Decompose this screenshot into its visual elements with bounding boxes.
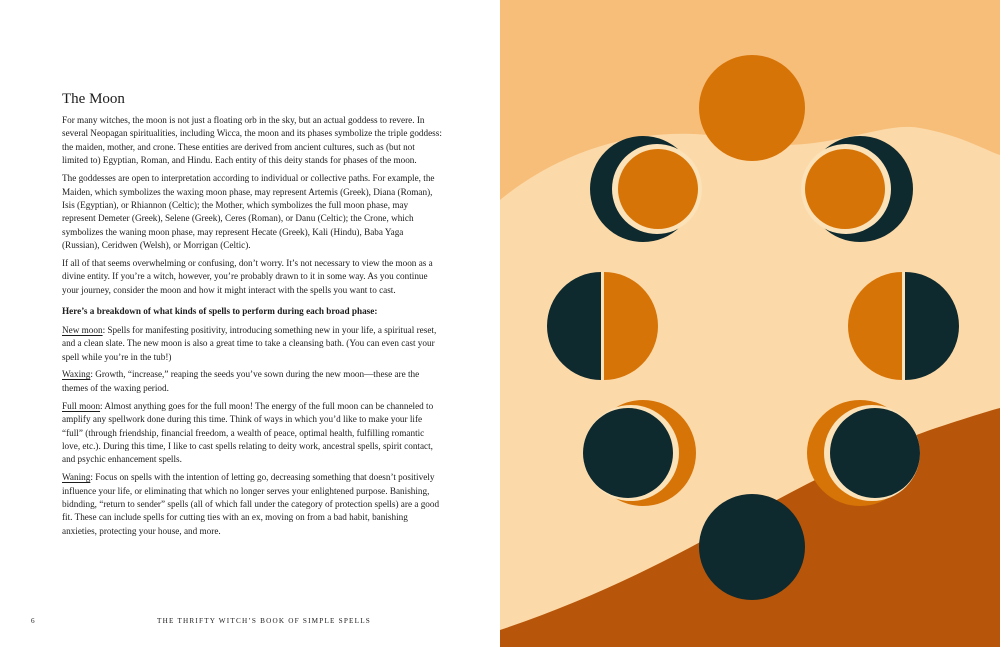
reassurance-paragraph: If all of that seems overwhelming or confusing, don’t worry. It’s not necessary to view the moon as a divine entity. If you’re a witch, however, you’re probably drawn to it in some way. As you continue your journey, consider the moon and how it might interact with the spells you want to cast. [62,258,433,295]
waning-entry [62,471,442,538]
intro-paragraph: For many witches, the moon is not just a floating orb in the sky, but an actual goddess to revere. In several Neopagan spiritualities, including Wicca, the moon and its phases symbolize the triple goddess: the maiden, mother, and crone. These entities are derived from ancient cultures, such as (but not limited to) Egyptian, Roman, and Hindu. Each entity of this deity stands for phases of the moon. [62,115,442,166]
moon-phases-svg [500,0,1000,647]
full-moon-term: Full moon [62,400,101,411]
new-moon-term: New moon [62,324,103,335]
waxing-text: : Growth, “increase,” reaping the seeds you’ve sown during the new moon—these are the themes of the waxing period. [62,369,420,393]
waning-term: Waning [62,472,91,483]
goddesses-paragraph: The goddesses are open to interpretation according to individual or collective paths. For example, the Maiden, which symbolizes the waxing moon phase, may represent Artemis (Greek), Diana (Roman), Isis (Egyptian), or Rhiannon (Celtic); the Mother, which symbolizes the full moon phase, may represent Demeter (Greek), Selene (Greek), Ceres (Roman), or Danu (Celtic); the Crone, which symbolizes the waning moon phase, may represent Hecate (Greek), Kali (Hindu), Baba Yaga (Russian), Ceridwen (Welsh), or Morrigan (Celtic). [62,173,435,251]
waxing-term: Waxing [62,369,91,380]
waning-text: : Focus on spells with the intention of letting go, decreasing something that doesn’t positively influence your life, or eliminating that which no longer serves your enlightened purpose. Banishing, bidnding, “return to sender” spells (all of which fall under the category of protection spells) are a good fit. These can include spells for cutting ties with an ex, moving on from a bad habit, banishing anxieties, protecting your house, and more. [62,472,440,536]
new-moon-icon [699,494,805,600]
page-title: The Moon [62,91,125,107]
text-block [62,90,442,543]
moon-phases-illustration [500,0,1000,647]
new-moon-entry [62,324,442,364]
full-moon-text: : Almost anything goes for the full moon! The energy of the full moon can be channeled to amplify any spellwork done during this time. Think of ways in which you’d like to make your life “full” (through friendship, financial freedom, a wealth of peace, optimal health, fulfilling romantic love, etc.). During this time, I like to cast spells relating to deity work, ancestral spells, spirit contact, and psychic enhancement spells. [62,400,434,465]
page-number: 6 [31,617,36,625]
first-quarter-left-icon [547,272,658,380]
new-moon-text: : Spells for manifesting positivity, introducing something new in your life, a spiritual reset, and a clean slate. The new moon is also a great time to take a cleansing bath. (You can even cast your spell while you’re in the tub!) [62,324,437,362]
running-head: THE THRIFTY WITCH’S BOOK OF SIMPLE SPELLS [157,617,371,625]
phase-breakdown-heading: Here’s a breakdown of what kinds of spells to perform during each broad phase: [62,306,378,317]
waxing-entry [62,368,442,395]
last-quarter-right-icon [848,272,959,380]
full-moon-entry [62,400,442,467]
full-moon-icon [699,55,805,161]
